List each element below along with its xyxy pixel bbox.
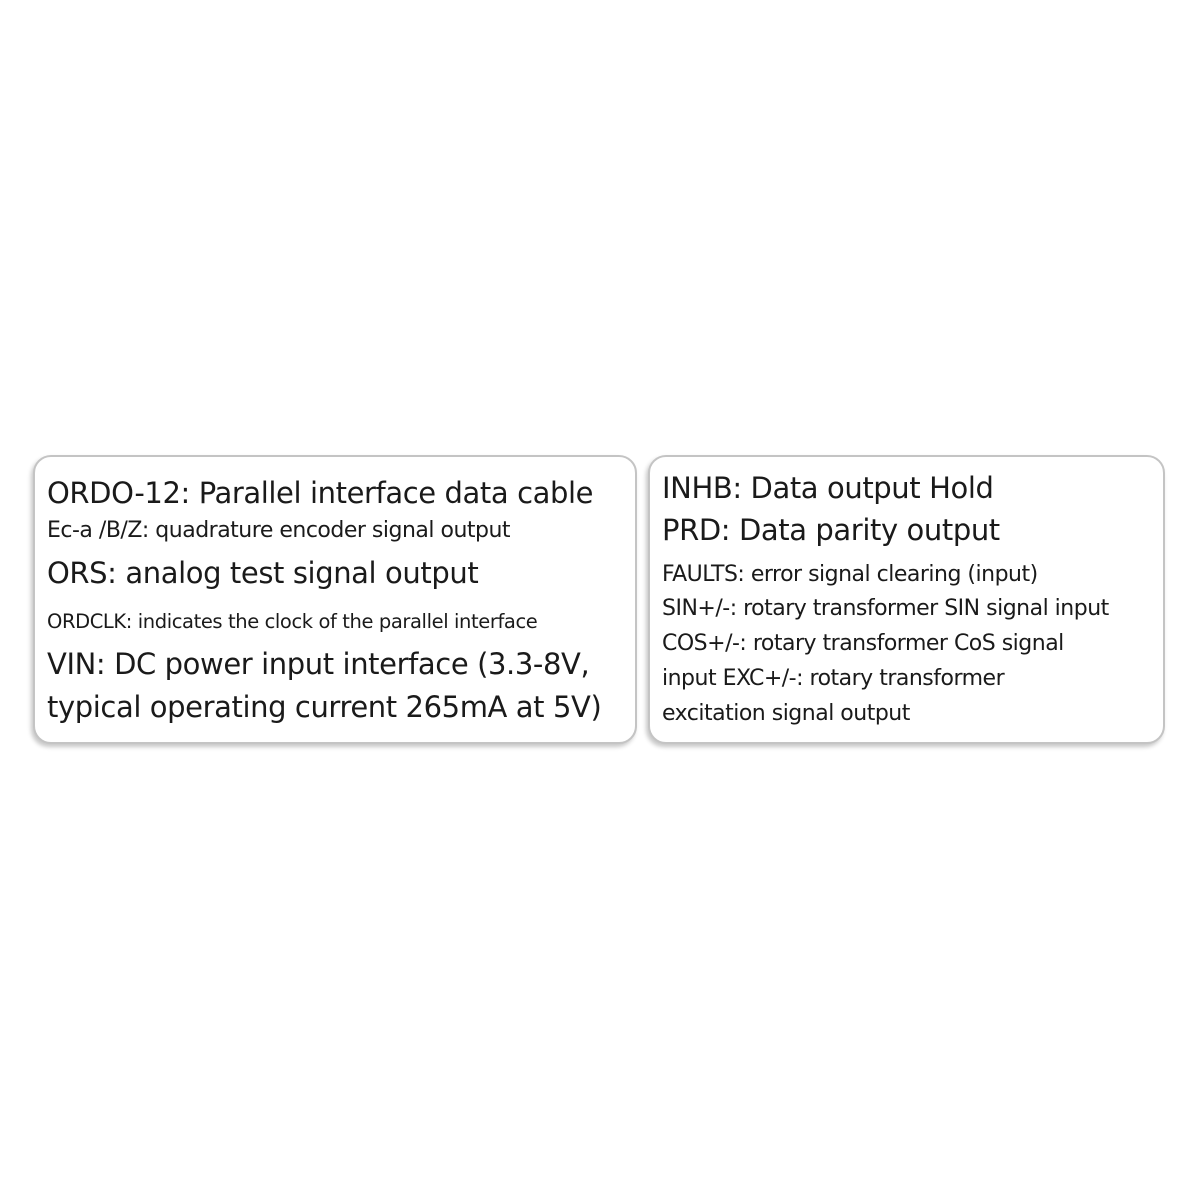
pin-label-prd: PRD: Data parity output — [662, 513, 1000, 547]
pin-label-vin-continued: typical operating current 265mA at 5V) — [47, 690, 602, 724]
pin-label-ordo-12: ORDO-12: Parallel interface data cable — [47, 476, 594, 510]
pin-description-panel-left — [33, 455, 637, 744]
pin-label-exc-continued: excitation signal output — [662, 701, 910, 726]
pin-label-faults: FAULTS: error signal clearing (input) — [662, 562, 1038, 587]
pin-label-cos: COS+/-: rotary transformer CoS signal — [662, 631, 1064, 656]
pin-label-exc: input EXC+/-: rotary transformer — [662, 666, 1005, 691]
pin-label-ordclk: ORDCLK: indicates the clock of the parallel interface — [47, 610, 538, 633]
pin-label-ors: ORS: analog test signal output — [47, 556, 479, 590]
pin-label-inhb: INHB: Data output Hold — [662, 471, 994, 505]
pin-label-ec-a-b-z: Ec-a /B/Z: quadrature encoder signal output — [47, 518, 511, 543]
pin-label-sin: SIN+/-: rotary transformer SIN signal input — [662, 596, 1109, 621]
pin-description-panel-right — [648, 455, 1165, 744]
pin-label-vin: VIN: DC power input interface (3.3-8V, — [47, 647, 590, 681]
